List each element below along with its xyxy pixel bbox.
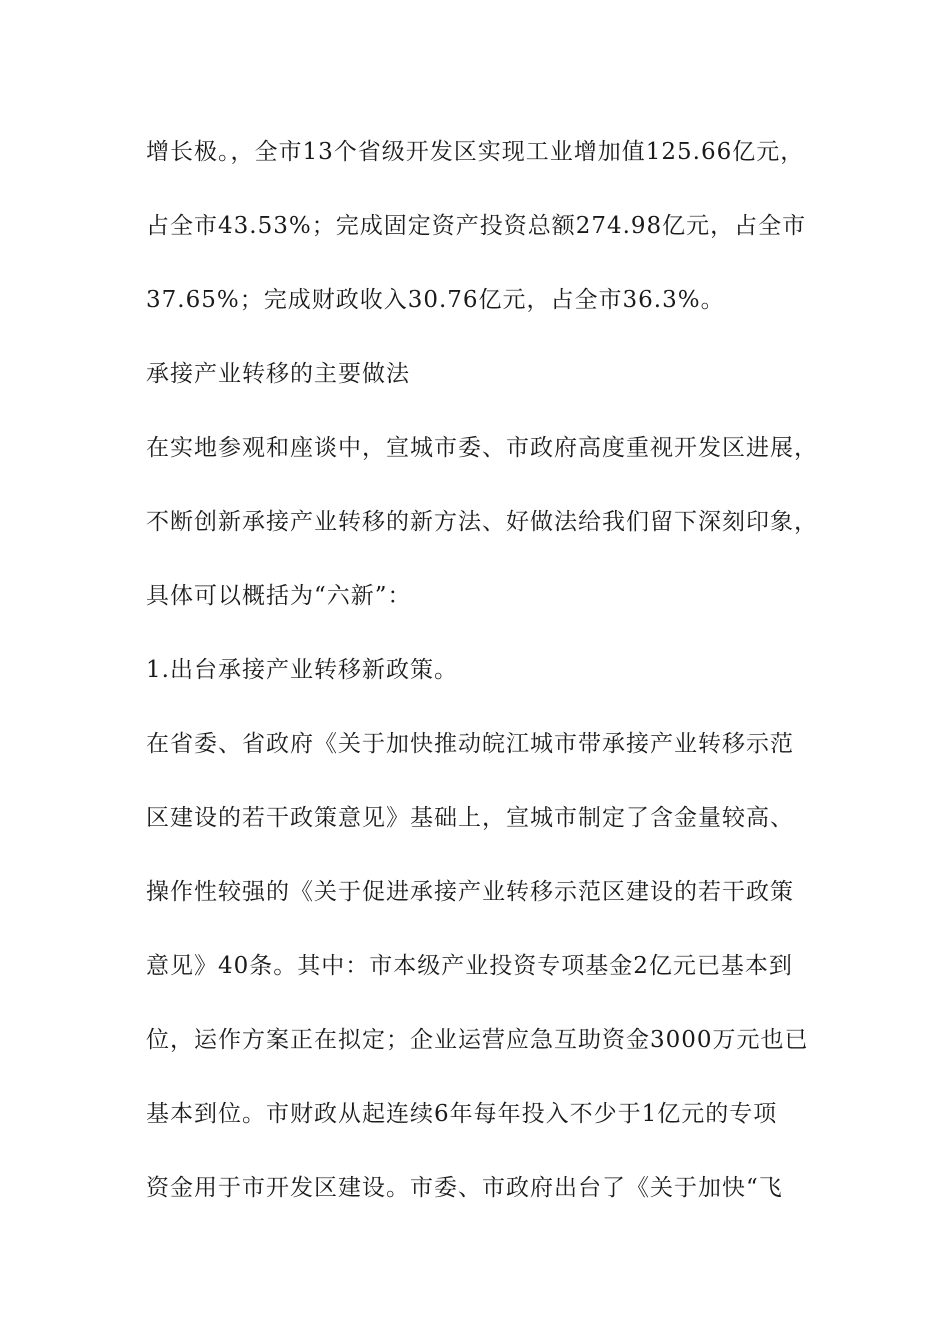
body-text-line: 基本到位。市财政从起连续6年每年投入不少于1亿元的专项 (146, 1101, 778, 1127)
subsection-heading: 1.出台承接产业转移新政策。 (146, 657, 458, 683)
body-text-line: 占全市43.53%；完成固定资产投资总额274.98亿元，占全市 (146, 213, 807, 239)
body-text-line: 具体可以概括为“六新”： (146, 583, 412, 609)
body-text-line: 不断创新承接产业转移的新方法、好做法给我们留下深刻印象， (146, 509, 818, 535)
body-text-line: 位，运作方案正在拟定；企业运营应急互助资金3000万元也已 (146, 1027, 809, 1053)
body-text-line: 在实地参观和座谈中，宣城市委、市政府高度重视开发区进展， (146, 435, 818, 461)
body-text-line: 意见》40条。其中：市本级产业投资专项基金2亿元已基本到 (146, 953, 793, 979)
body-text-line: 资金用于市开发区建设。市委、市政府出台了《关于加快“飞 (146, 1175, 783, 1201)
body-text-line: 区建设的若干政策意见》基础上，宣城市制定了含金量较高、 (146, 805, 794, 831)
body-text-line: 37.65%；完成财政收入30.76亿元，占全市36.3%。 (146, 287, 725, 313)
body-text-line: 增长极。，全市13个省级开发区实现工业增加值125.66亿元， (146, 139, 805, 165)
body-text-line: 操作性较强的《关于促进承接产业转移示范区建设的若干政策 (146, 879, 794, 905)
section-heading: 承接产业转移的主要做法 (146, 361, 410, 387)
body-text-line: 在省委、省政府《关于加快推动皖江城市带承接产业转移示范 (146, 731, 794, 757)
